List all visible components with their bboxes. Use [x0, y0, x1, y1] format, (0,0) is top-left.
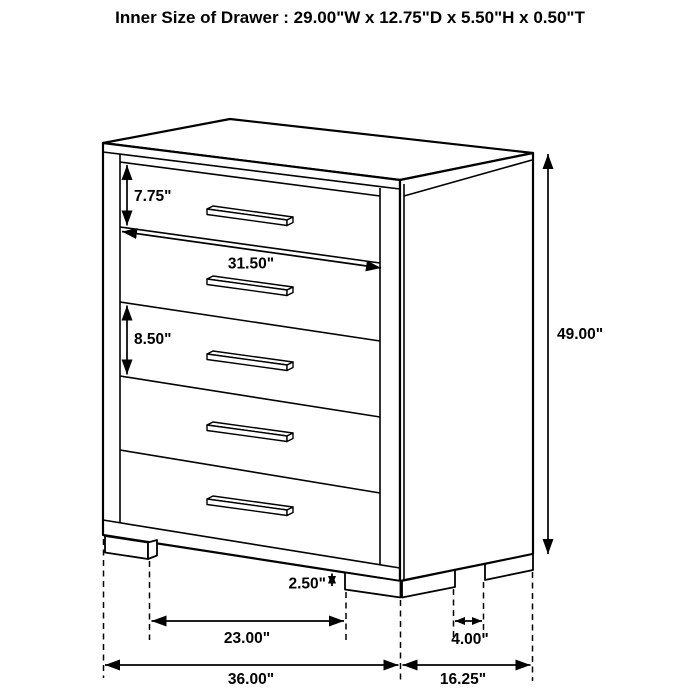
- chest-side-face: [400, 153, 533, 581]
- top-drawer-height-label: 7.75": [134, 188, 172, 205]
- foot-height-label: 2.50": [288, 575, 326, 593]
- dimension-overall-width: [105, 665, 399, 688]
- dimension-overall-height: [548, 154, 603, 554]
- overall-height-label: 49.00": [557, 326, 604, 343]
- dimension-foot-height: [288, 574, 332, 593]
- drawer-opening-width-label: 31.50": [227, 255, 275, 273]
- foot-front-left-side: [148, 540, 157, 559]
- overall-width-label: 36.00": [227, 671, 275, 688]
- dimension-front-feet-spacing: [152, 621, 345, 647]
- lower-drawer-height-label: 8.50": [134, 331, 172, 348]
- diagram-title: Inner Size of Drawer : 29.00"W x 12.75"D x 5.50"H x 0.50"T: [115, 8, 585, 27]
- dimension-overall-depth: [403, 665, 531, 688]
- side-feet-spacing-label: 4.00": [451, 631, 489, 648]
- overall-depth-label: 16.25": [439, 671, 487, 688]
- front-feet-spacing-label: 23.00": [223, 630, 271, 647]
